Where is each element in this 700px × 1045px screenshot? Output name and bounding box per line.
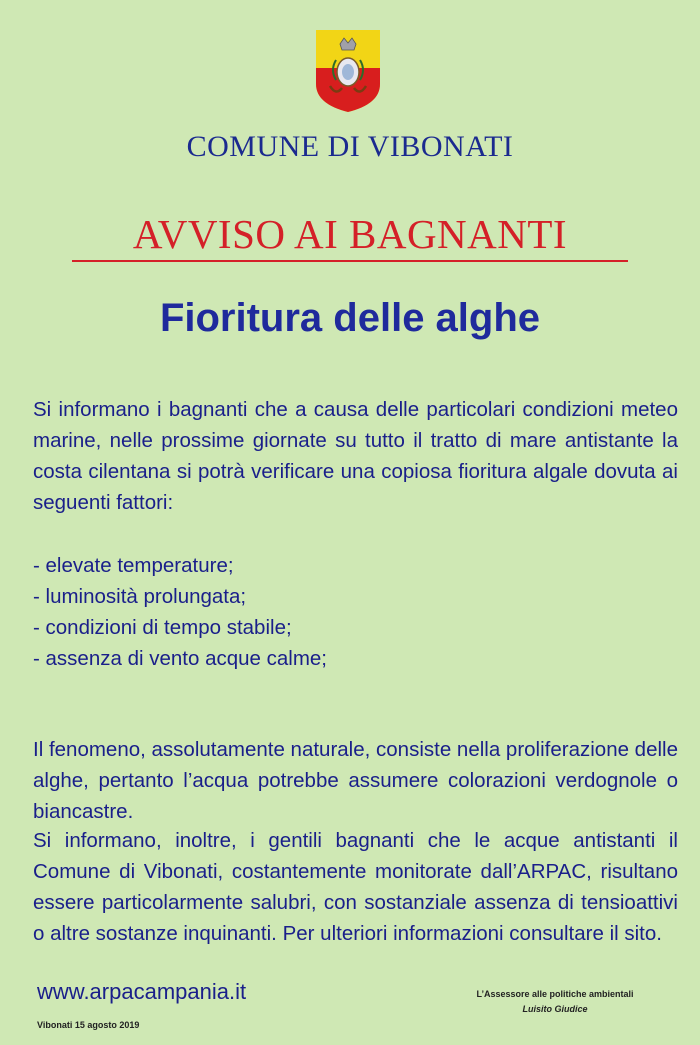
signature-role: L’Assessore alle politiche ambientali [476, 989, 634, 999]
factors-list [33, 550, 327, 674]
notice-headline: Fioritura delle alghe [159, 296, 541, 340]
coat-of-arms-icon [316, 30, 380, 112]
list-item: - condizioni di tempo stabile; [33, 616, 292, 639]
website-link[interactable]: www.arpacampania.it [37, 979, 247, 1004]
phenomenon-paragraph: Il fenomeno, assolutamente naturale, consiste nella proliferazione delle alghe, pertanto l’acqua potrebbe assumere colorazioni verdognole o biancastre. [33, 738, 678, 823]
notice-date: Vibonati 15 agosto 2019 [37, 1020, 140, 1030]
list-item: - luminosità prolungata; [33, 585, 247, 608]
list-item: - assenza di vento acque calme; [33, 647, 327, 670]
notice-title: AVVISO AI BAGNANTI [72, 210, 628, 262]
signature-name: Luisito Giudice [522, 1004, 588, 1014]
list-item: - elevate temperature; [33, 554, 234, 577]
intro-paragraph: Si informano i bagnanti che a causa delle particolari condizioni meteo marine, nelle prossime giornate su tutto il tratto di mare antistante la costa cilentana si potrà verificare una copiosa fioritura algale dovuta ai seguenti fattori: [33, 398, 678, 514]
signature-block [470, 987, 640, 1017]
municipality-title: COMUNE DI VIBONATI [186, 130, 514, 163]
water-quality-paragraph: Si informano, inoltre, i gentili bagnanti che le acque antistanti il Comune di Vibonati, costantemente monitorate dall’ARPAC, risultano essere particolarmente salubri, con sostanziale assenza di tensioattivi o altre sostanze inquinanti. Per ulteriori informazioni consultare il sito. [33, 829, 678, 945]
